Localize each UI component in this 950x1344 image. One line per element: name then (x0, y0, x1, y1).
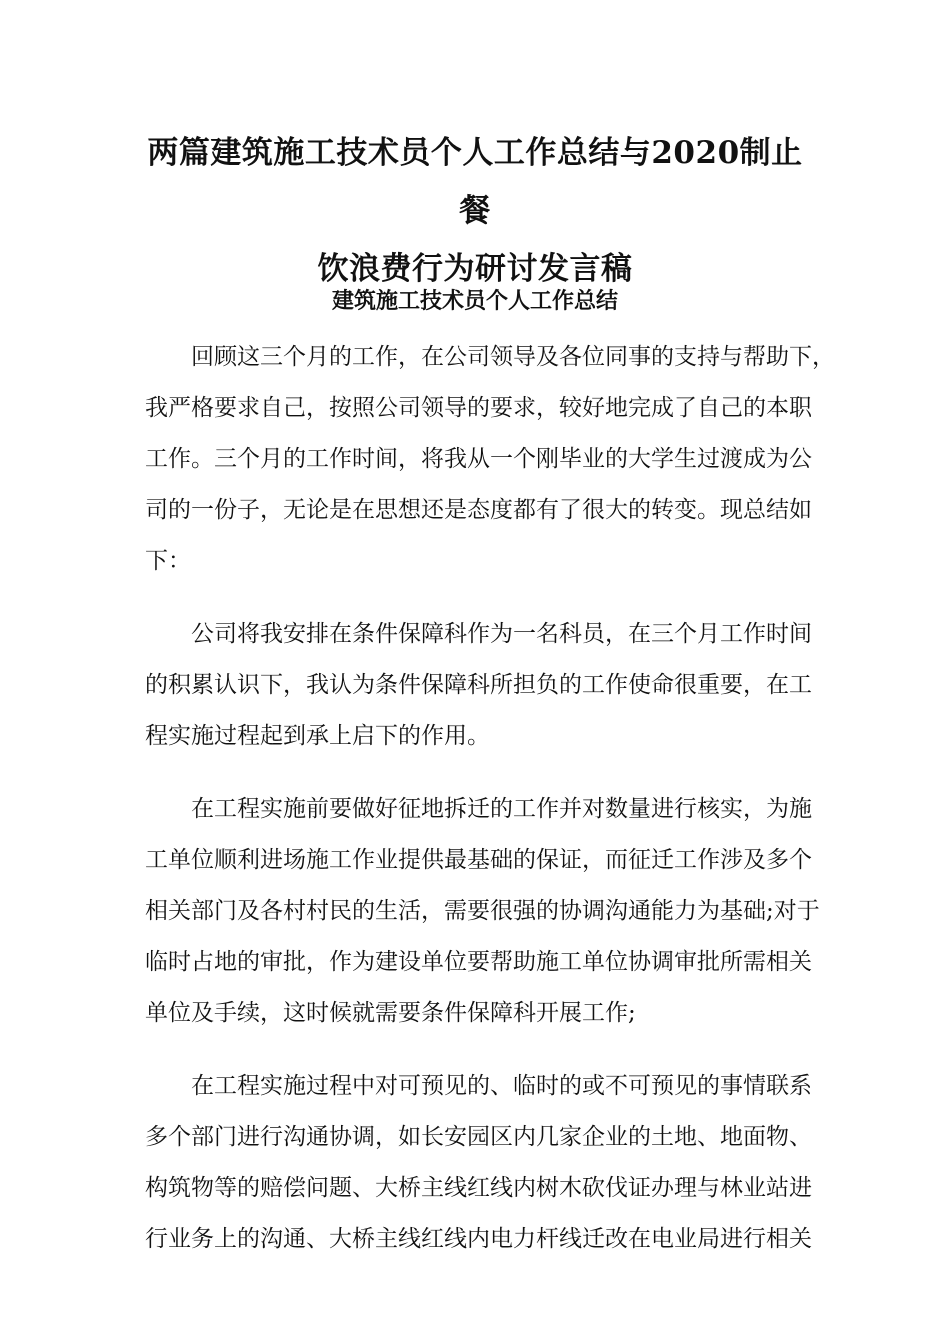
paragraph-1 (145, 332, 835, 587)
paragraph-line: 公司将我安排在条件保障科作为一名科员，在三个月工作时间 (191, 621, 812, 647)
paragraph-line: 相关部门及各村村民的生活，需要很强的协调沟通能力为基础;对于 (145, 898, 820, 924)
document-title-line-1: 两篇建筑施工技术员个人工作总结与2020制止餐 (147, 135, 803, 229)
paragraph-line: 多个部门进行沟通协调，如长安园区内几家企业的土地、地面物、 (145, 1124, 812, 1150)
paragraph-3 (145, 784, 820, 1039)
paragraph-line: 在工程实施过程中对可预见的、临时的或不可预见的事情联系 (191, 1073, 812, 1099)
paragraph-line: 的积累认识下，我认为条件保障科所担负的工作使命很重要，在工 (145, 672, 812, 698)
paragraph-line: 司的一份子，无论是在思想还是态度都有了很大的转变。现总结如 (145, 497, 812, 523)
paragraph-4 (145, 1061, 810, 1265)
paragraph-2 (145, 609, 810, 762)
paragraph-line: 构筑物等的赔偿问题、大桥主线红线内树木砍伐证办理与林业站进 (145, 1175, 812, 1201)
document-title-line-2: 饮浪费行为研讨发言稿 (317, 251, 633, 287)
body-text (145, 332, 835, 1287)
paragraph-line: 我严格要求自己，按照公司领导的要求，较好地完成了自己的本职 (145, 395, 812, 421)
paragraph-line: 行业务上的沟通、大桥主线红线内电力杆线迁改在电业局进行相关 (145, 1226, 812, 1252)
paragraph-line: 程实施过程起到承上启下的作用。 (145, 723, 490, 749)
paragraph-line: 工单位顺利进场施工作业提供最基础的保证，而征迁工作涉及多个 (145, 847, 812, 873)
paragraph-line: 工作。三个月的工作时间，将我从一个刚毕业的大学生过渡成为公 (145, 446, 812, 472)
section-heading: 建筑施工技术员个人工作总结 (331, 288, 618, 314)
paragraph-line: 临时占地的审批，作为建设单位要帮助施工单位协调审批所需相关 (145, 949, 812, 975)
document-title (140, 124, 810, 298)
paragraph-line: 下： (145, 548, 191, 574)
paragraph-line: 单位及手续，这时候就需要条件保障科开展工作; (145, 1000, 636, 1026)
paragraph-line: 在工程实施前要做好征地拆迁的工作并对数量进行核实，为施 (191, 796, 812, 822)
paragraph-line: 回顾这三个月的工作，在公司领导及各位同事的支持与帮助下， (191, 344, 835, 370)
